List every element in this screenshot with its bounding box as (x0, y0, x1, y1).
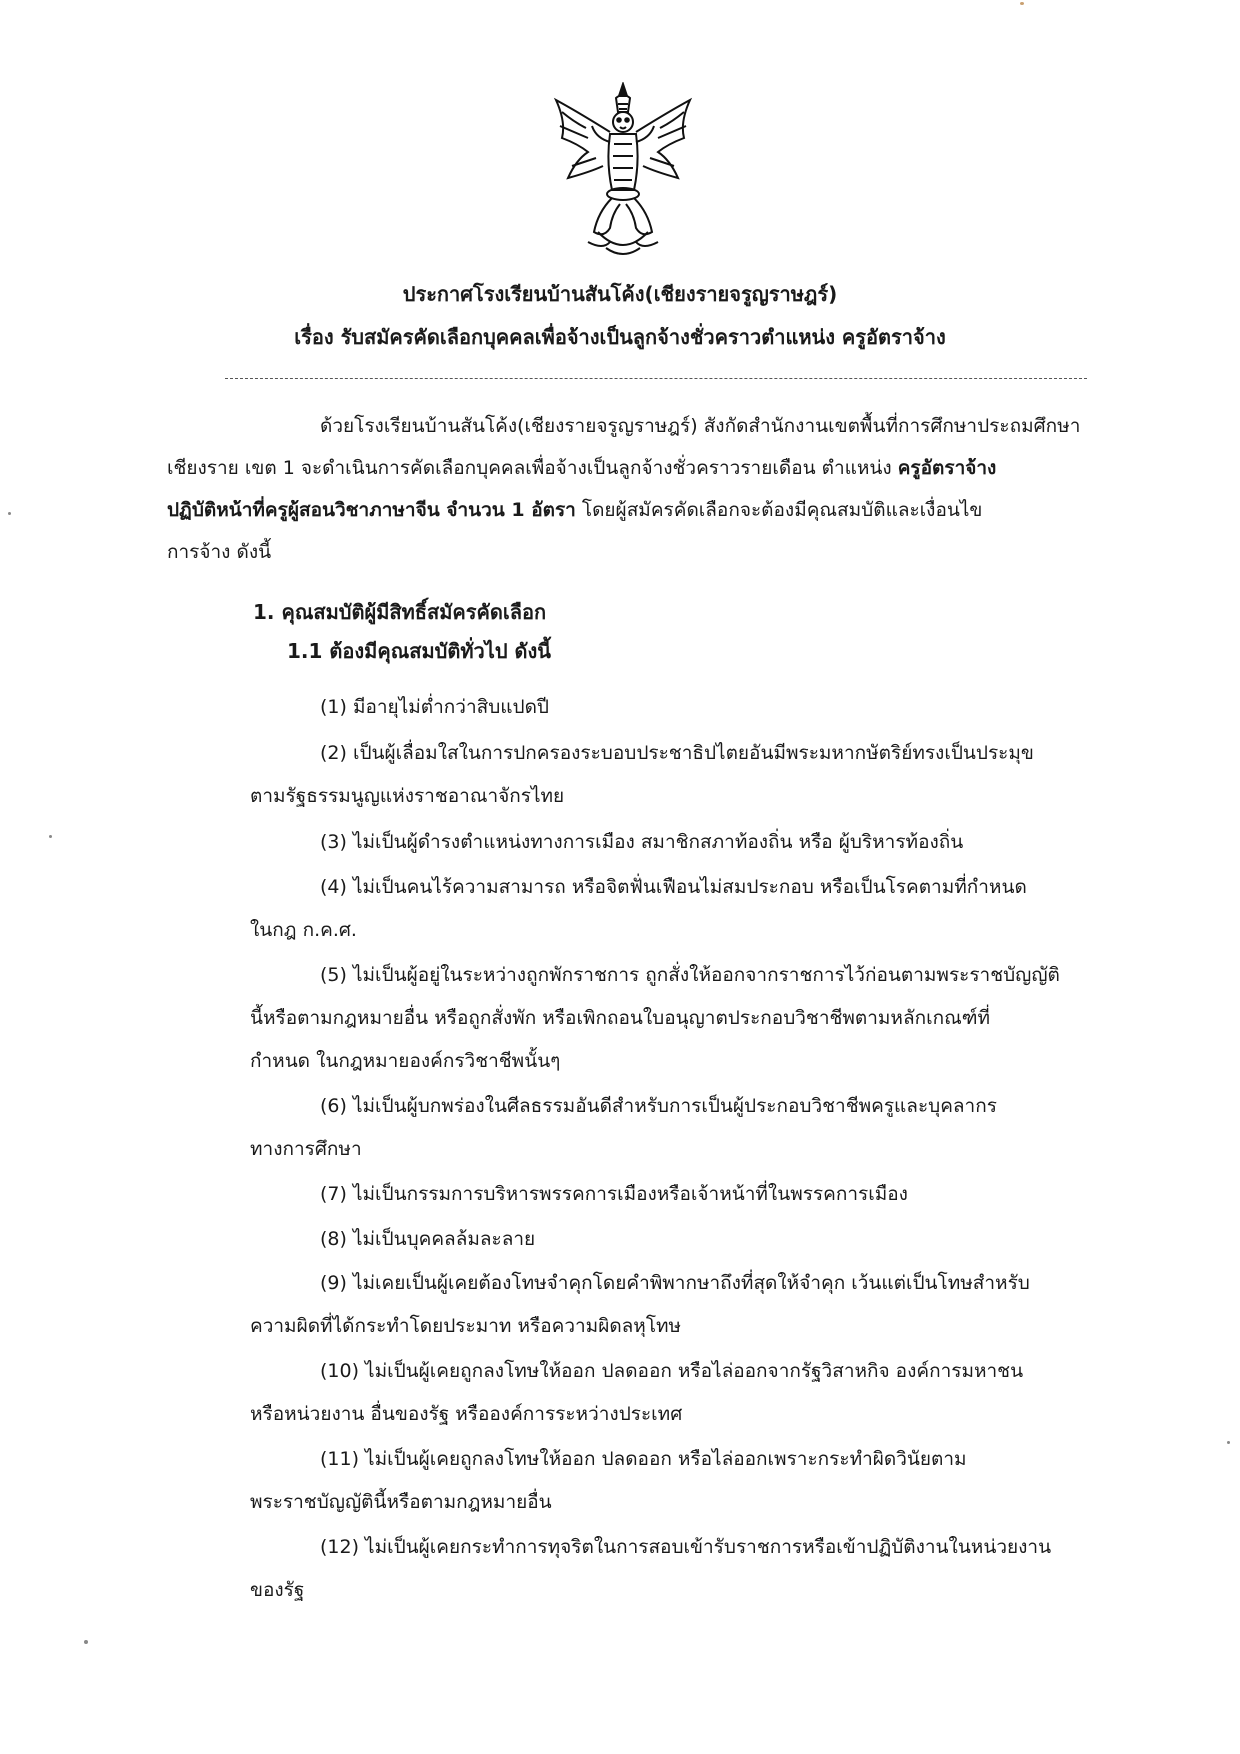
item-11: (11) ไม่เป็นผู้เคยถูกลงโทษให้ออก ปลดออก หรือไล่ออกเพราะกระทำผิดวินัยตาม (320, 1448, 967, 1470)
announcement-subject: เรื่อง รับสมัครคัดเลือกบุคคลเพื่อจ้างเป็นลูกจ้างชั่วคราวตำแหน่ง ครูอัตราจ้าง (294, 325, 946, 349)
garuda-emblem-icon (548, 82, 698, 260)
item-10: (10) ไม่เป็นผู้เคยถูกลงโทษให้ออก ปลดออก หรือไล่ออกจากรัฐวิสาหกิจ องค์การมหาชน (320, 1360, 1024, 1382)
item-8: (8) ไม่เป็นบุคคลล้มละลาย (320, 1228, 536, 1250)
section-1-heading: 1. คุณสมบัติผู้มีสิทธิ์สมัครคัดเลือก (253, 600, 547, 624)
item-9: (9) ไม่เคยเป็นผู้เคยต้องโทษจำคุกโดยคำพิพากษาถึงที่สุดให้จำคุก เว้นแต่เป็นโทษสำหรับ (320, 1272, 1030, 1294)
item-5-cont2: กำหนด ในกฎหมายองค์กรวิชาชีพนั้นๆ (250, 1050, 561, 1072)
announcement-title: ประกาศโรงเรียนบ้านสันโค้ง(เชียงรายจรูญราษฎร์) (402, 282, 838, 306)
item-3: (3) ไม่เป็นผู้ดำรงตำแหน่งทางการเมือง สมาชิกสภาท้องถิ่น หรือ ผู้บริหารท้องถิ่น (320, 831, 964, 853)
scan-speck (8, 512, 11, 515)
item-1: (1) มีอายุไม่ต่ำกว่าสิบแปดปี (320, 696, 549, 718)
item-12-cont: ของรัฐ (250, 1579, 305, 1601)
intro-line-1: ด้วยโรงเรียนบ้านสันโค้ง(เชียงรายจรูญราษฎร์) สังกัดสำนักงานเขตพื้นที่การศึกษาประถมศึกษา (320, 415, 1081, 437)
item-7: (7) ไม่เป็นกรรมการบริหารพรรคการเมืองหรือเจ้าหน้าที่ในพรรคการเมือง (320, 1183, 908, 1205)
dashed-divider (225, 378, 1087, 379)
item-5: (5) ไม่เป็นผู้อยู่ในระหว่างถูกพักราชการ ถูกสั่งให้ออกจากราชการไว้ก่อนตามพระราชบัญญัติ (320, 964, 1060, 986)
scan-speck (1227, 1441, 1230, 1444)
item-10-cont: หรือหน่วยงาน อื่นของรัฐ หรือองค์การระหว่างประเทศ (250, 1403, 683, 1425)
item-4-cont: ในกฎ ก.ค.ศ. (250, 919, 357, 941)
item-5-cont: นี้หรือตามกฎหมายอื่น หรือถูกสั่งพัก หรือเพิกถอนใบอนุญาตประกอบวิชาชีพตามหลักเกณฑ์ที่ (250, 1007, 991, 1029)
intro-line-2: เชียงราย เขต 1 จะดำเนินการคัดเลือกบุคคลเพื่อจ้างเป็นลูกจ้างชั่วคราวรายเดือน ตำแหน่ง ครูอัตราจ้าง (167, 457, 997, 479)
item-2: (2) เป็นผู้เลื่อมใสในการปกครองระบอบประชาธิปไตยอันมีพระมหากษัตริย์ทรงเป็นประมุข (320, 742, 1034, 764)
scan-speck (84, 1640, 88, 1644)
section-1-1-heading: 1.1 ต้องมีคุณสมบัติทั่วไป ดังนี้ (287, 639, 551, 663)
item-11-cont: พระราชบัญญัตินี้หรือตามกฎหมายอื่น (250, 1491, 552, 1513)
intro-line-3: ปฏิบัติหน้าที่ครูผู้สอนวิชาภาษาจีน จำนวน 1 อัตรา โดยผู้สมัครคัดเลือกจะต้องมีคุณสมบัติและเงื่อนไข (167, 499, 983, 521)
scan-speck (1020, 2, 1024, 5)
item-9-cont: ความผิดที่ได้กระทำโดยประมาท หรือความผิดลหุโทษ (250, 1315, 682, 1337)
item-6: (6) ไม่เป็นผู้บกพร่องในศีลธรรมอันดีสำหรับการเป็นผู้ประกอบวิชาชีพครูและบุคลากร (320, 1095, 997, 1117)
item-2-cont: ตามรัฐธรรมนูญแห่งราชอาณาจักรไทย (250, 785, 565, 807)
scan-speck (49, 835, 52, 838)
intro-line-4: การจ้าง ดังนี้ (167, 541, 272, 563)
item-6-cont: ทางการศึกษา (250, 1138, 362, 1160)
item-12: (12) ไม่เป็นผู้เคยกระทำการทุจริตในการสอบเข้ารับราชการหรือเข้าปฏิบัติงานในหน่วยงาน (320, 1536, 1052, 1558)
item-4: (4) ไม่เป็นคนไร้ความสามารถ หรือจิตฟั่นเฟือนไม่สมประกอบ หรือเป็นโรคตามที่กำหนด (320, 876, 1027, 898)
